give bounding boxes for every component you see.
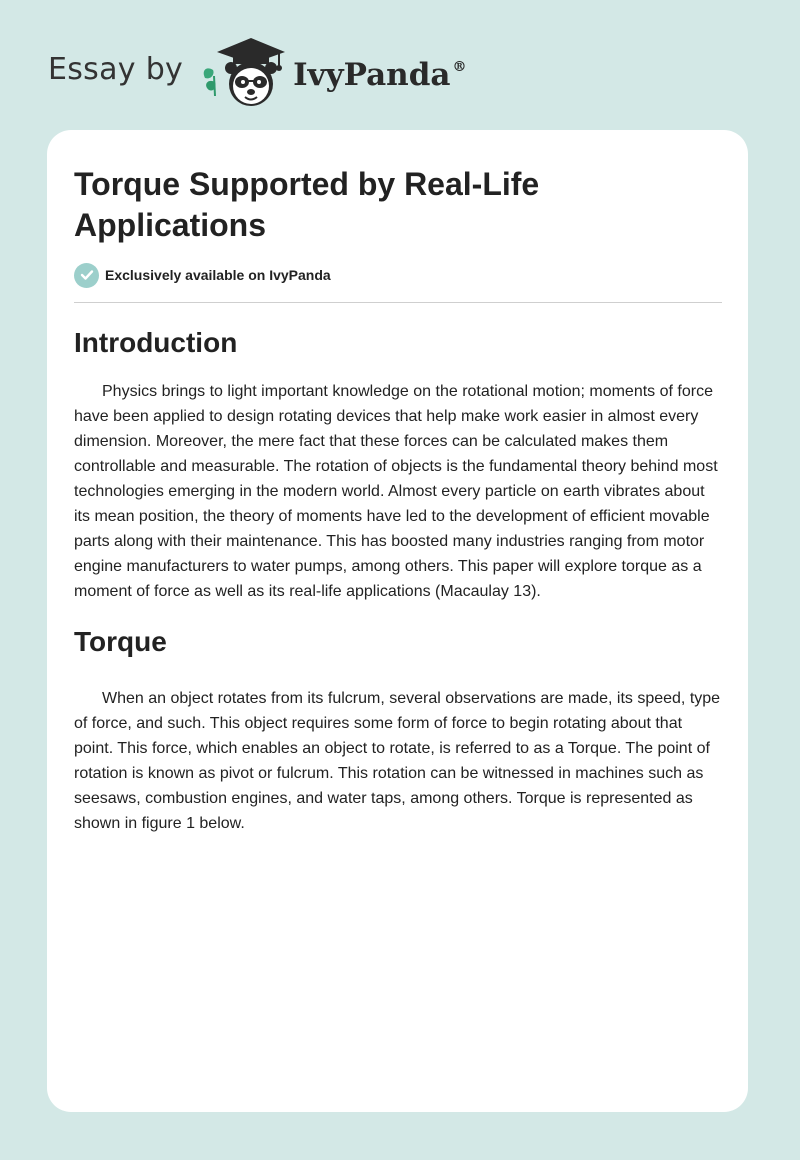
essay-by-label: Essay by xyxy=(48,51,184,87)
section-heading-introduction: Introduction xyxy=(74,327,238,358)
article-card xyxy=(47,130,748,1112)
registered-mark: ® xyxy=(452,59,467,75)
exclusive-label: Exclusively available on IvyPanda xyxy=(105,267,331,283)
section-body-torque: When an object rotates from its fulcrum, several observations are made, its speed, type of force, and such. This object requires some form of force to begin rotating about that point. This force, which enables an object to rotate, is referred to as a Torque. The point of rotation is known as pivot or fulcrum. This rotation can be witnessed in machines such as seesaws, combustion engines, and water taps, among others. Torque is represented as shown in figure 1 below. xyxy=(74,690,721,832)
section-body-introduction: Physics brings to light important knowledge on the rotational motion; moments of force have been applied to design rotating devices that help make work easier in almost every dimension. Moreover, the mere fact that these forces can be calculated makes them controllable and measurable. The rotation of objects is the fundamental theory behind most technologies emerging in the modern world. Almost every particle on earth vibrates about its mean position, the theory of moments have led to the development of efficient movable parts along with their maintenance. This has boosted many industries ranging from motor engine manufacturers to water pumps, among others. This paper will explore torque as a moment of force as well as its real-life applications (Macaulay 13). xyxy=(74,383,718,600)
article-title: Torque Supported by Real-Life Applications xyxy=(74,166,540,243)
section-heading-torque: Torque xyxy=(74,626,167,657)
check-circle-icon xyxy=(74,263,99,288)
title-divider xyxy=(74,302,722,303)
exclusive-badge xyxy=(74,262,722,288)
panda-logo-icon[interactable] xyxy=(199,34,287,110)
article-content xyxy=(74,164,722,836)
brand-name[interactable]: IvyPanda ® xyxy=(293,57,467,93)
site-header xyxy=(48,34,467,110)
